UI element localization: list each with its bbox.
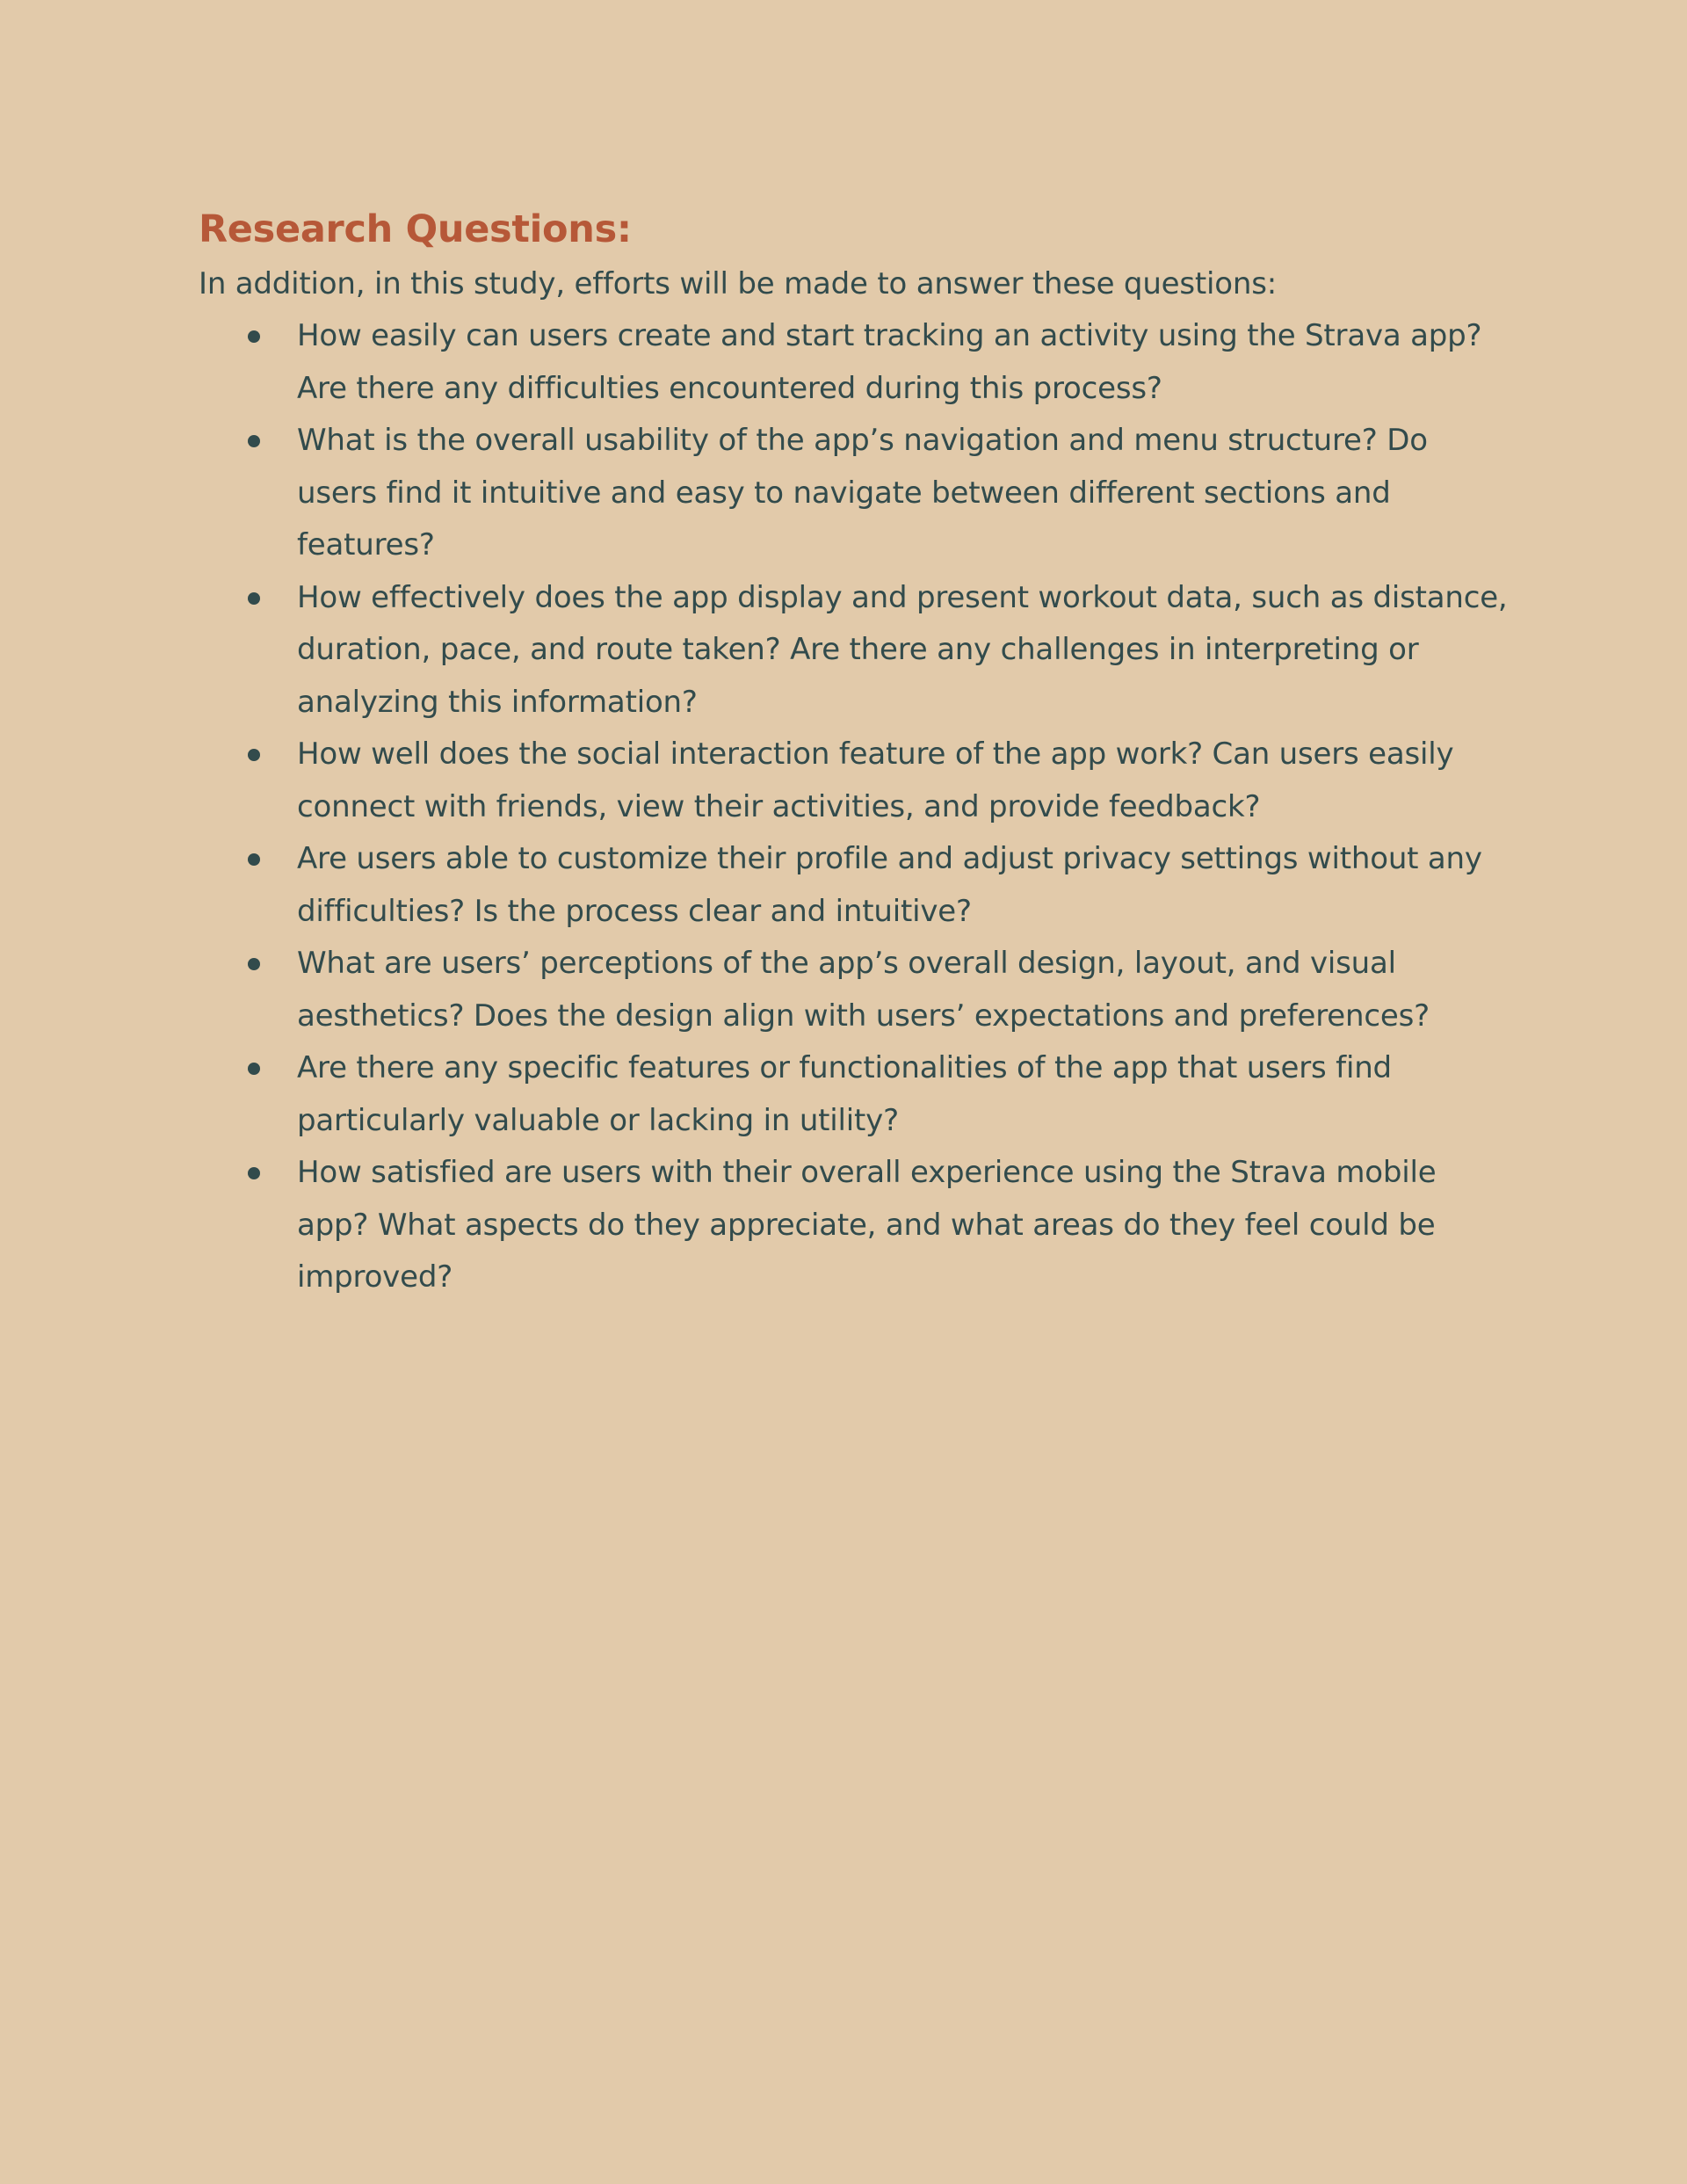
section-heading: Research Questions: [199,207,632,251]
question-text: What is the overall usability of the app’s navigation and menu structure? Do users find it intuitive and easy to navigate between different sections and features? [297,423,1428,562]
question-text: What are users’ perceptions of the app’s overall design, layout, and visual aesthetics? Does the design align with users’ expectations and preferences? [297,946,1430,1034]
bullet-icon [248,435,260,447]
bullet-icon [248,958,260,970]
question-item [297,938,1508,1042]
research-questions-section [199,200,1508,1304]
bullet-icon [248,749,260,761]
bullet-icon [248,1063,260,1075]
question-text: How effectively does the app display and present workout data, such as distance, duration, pace, and route taken? Are there any challenges in interpreting or analyzing this information? [297,579,1508,720]
question-item [297,833,1508,938]
bullet-icon [248,1167,260,1179]
bullet-icon [248,330,260,343]
question-item [297,729,1508,833]
bullet-icon [248,592,260,605]
question-text: Are users able to customize their profile and adjust privacy settings without any difficulties? Is the process clear and intuitive? [297,841,1482,929]
question-item [297,415,1508,572]
question-item [297,572,1508,729]
question-item [297,1147,1508,1304]
question-text: How satisfied are users with their overall experience using the Strava mobile app? What aspects do they appreciate, and what areas do they feel could be improved? [297,1155,1437,1295]
question-text: How well does the social interaction feature of the app work? Can users easily connect with friends, view their activities, and provide feedback? [297,736,1454,824]
question-text: How easily can users create and start tracking an activity using the Strava app? Are there any difficulties encountered during this process? [297,318,1482,406]
questions-list [199,310,1508,1304]
intro-paragraph: In addition, in this study, efforts will be made to answer these questions: [199,266,1277,301]
question-text: Are there any specific features or functionalities of the app that users find particularly valuable or lacking in utility? [297,1050,1392,1138]
question-item [297,310,1508,415]
question-item [297,1042,1508,1147]
bullet-icon [248,853,260,866]
